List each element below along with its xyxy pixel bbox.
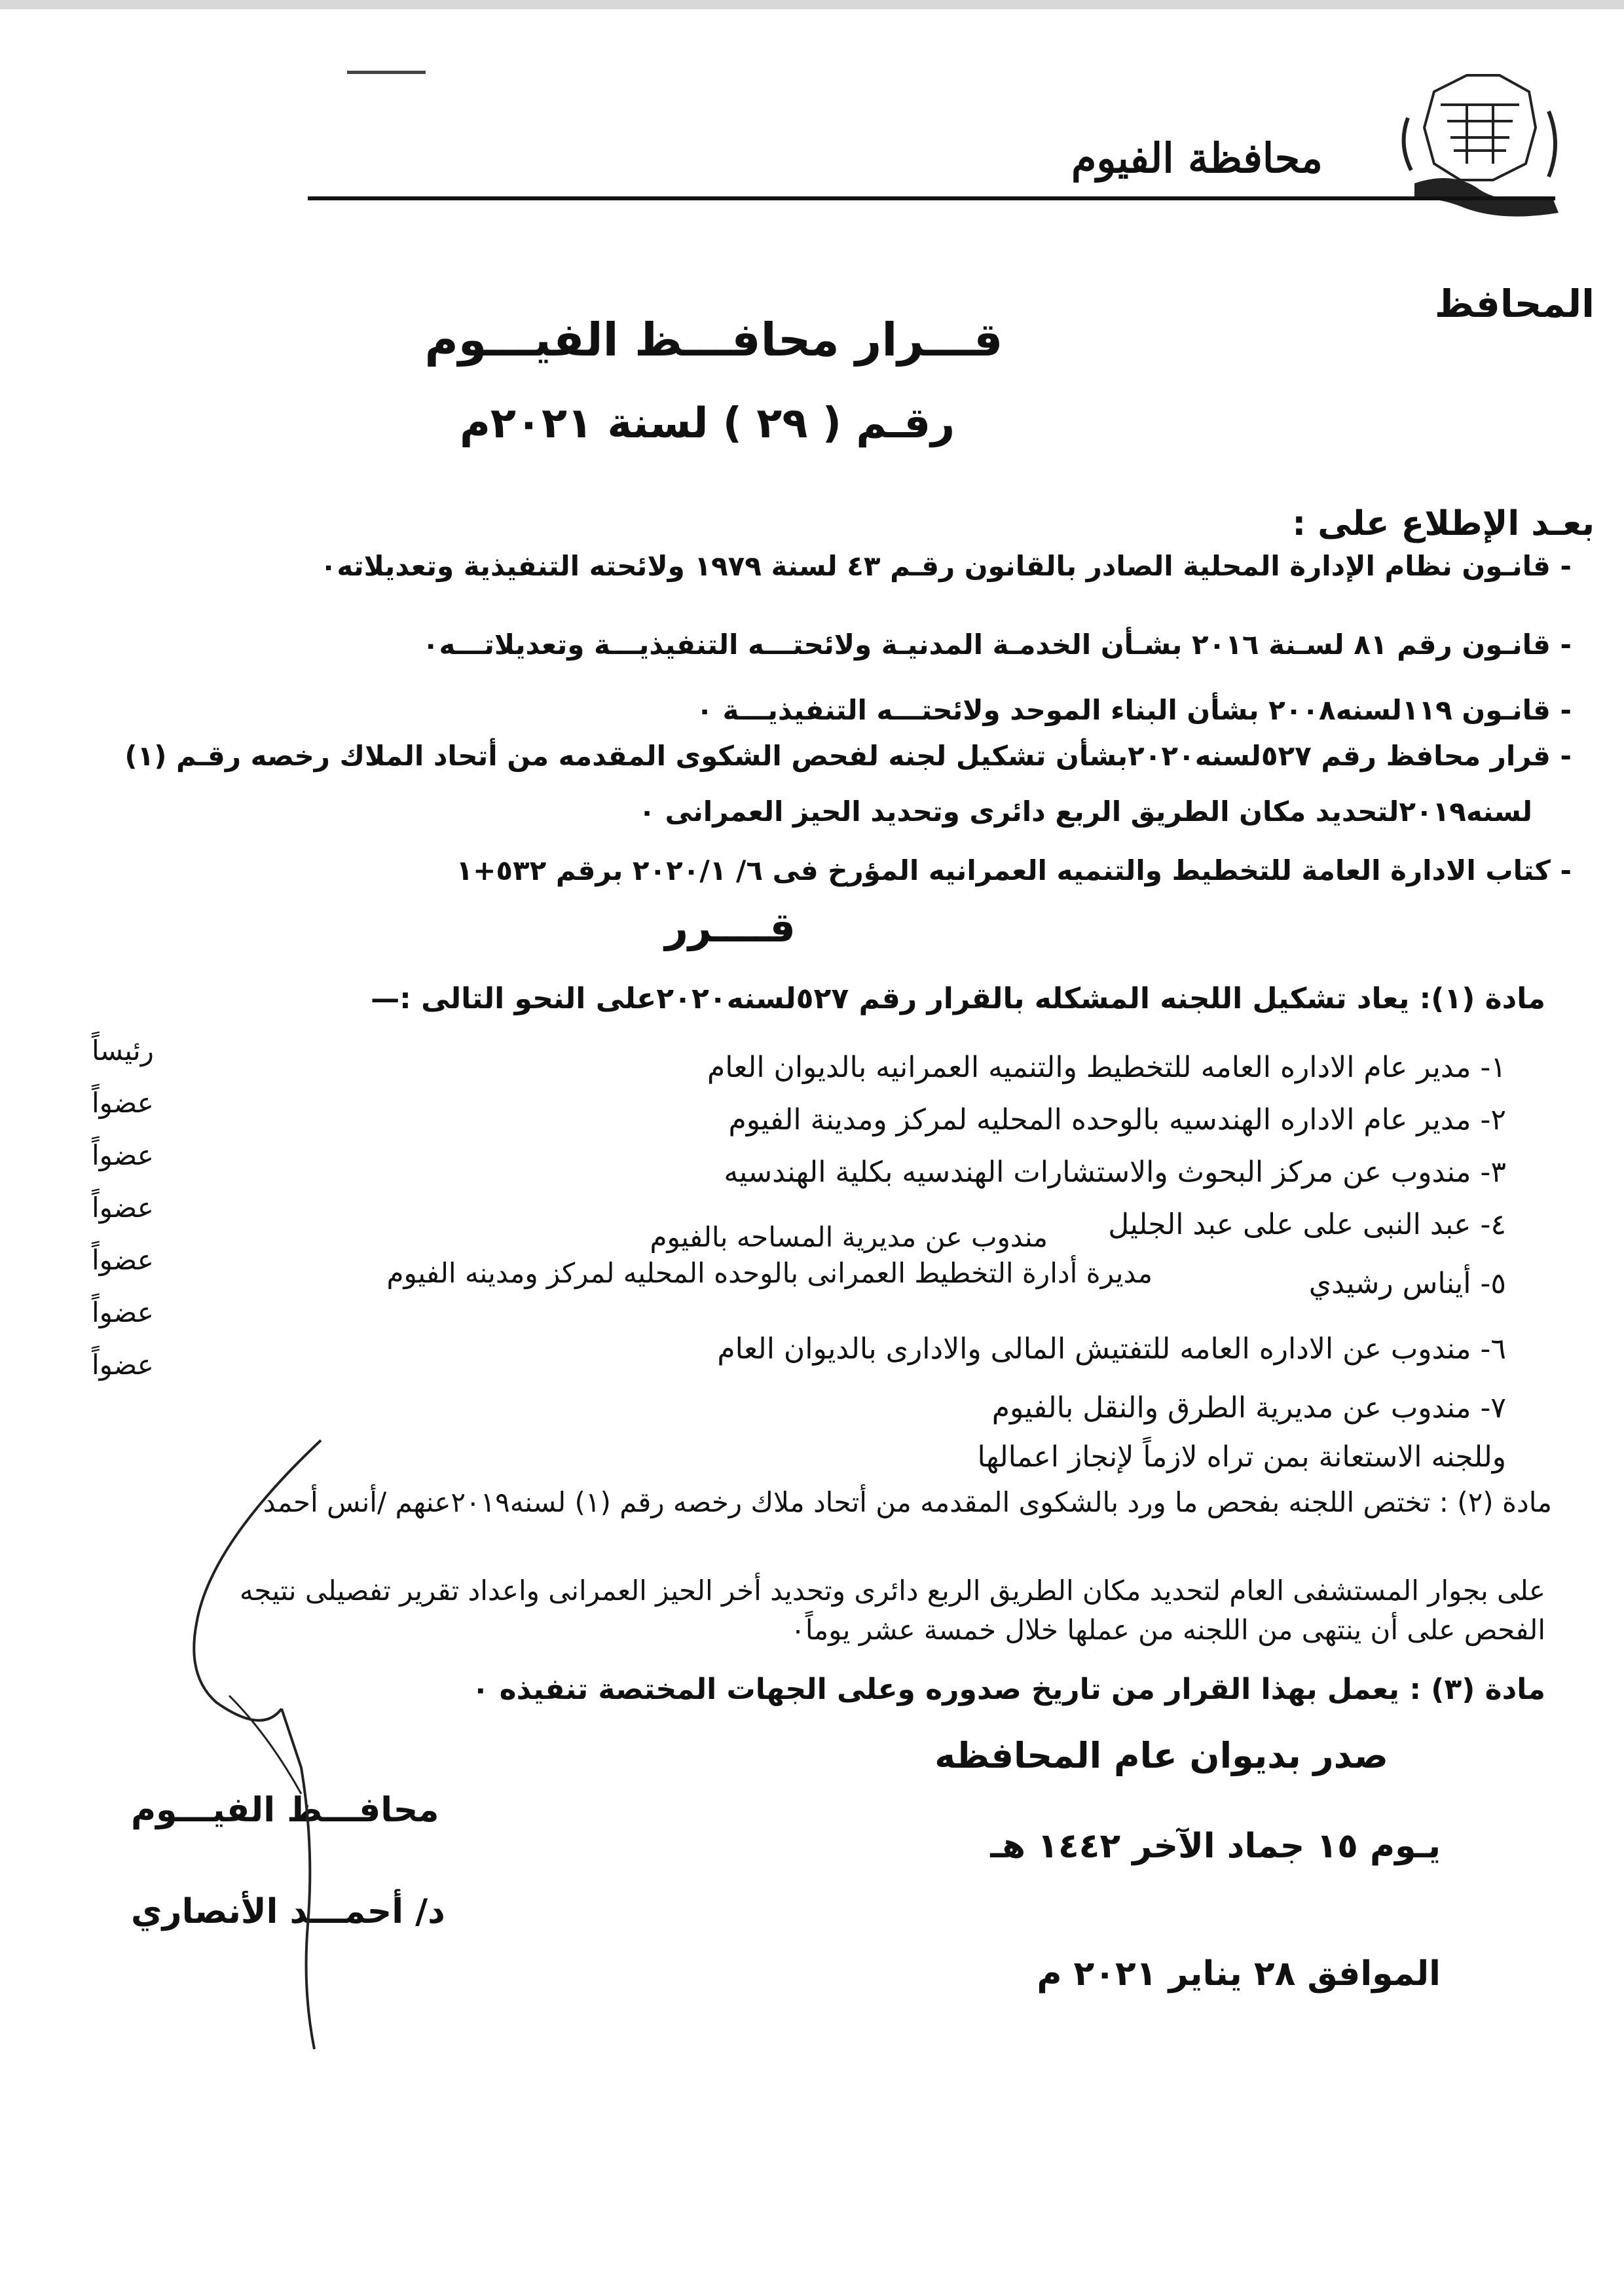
preamble-item: لسنه٢٠١٩لتحديد مكان الطريق الربع دائرى وتحديد الحيز العمرانى ٠	[638, 795, 1532, 828]
gregorian-date: الموافق ٢٨ يناير ٢٠٢١ م	[1037, 1954, 1441, 1994]
member-line: ٦- مندوب عن الاداره العامه للتفتيش المالى والادارى بالديوان العام	[717, 1332, 1506, 1366]
preamble-item: - قرار محافظ رقم ٥٢٧لسنه٢٠٢٠بشأن تشكيل لجنه لفحص الشكوى المقدمه من أتحاد الملاك رخصه رقـم (١)	[124, 740, 1572, 772]
margin-mark	[347, 71, 426, 74]
preamble-item: - قانـون ١١٩لسنه٢٠٠٨ بشأن البناء الموحد ولائحتـــه التنفيذيـــة ٠	[696, 694, 1572, 726]
member-line: ٧- مندوب عن مديرية الطرق والنقل بالفيوم	[991, 1391, 1506, 1425]
member-role: عضواً	[92, 1296, 154, 1328]
member-line: ٣- مندوب عن مركز البحوث والاستشارات الهندسيه بكلية الهندسيه	[724, 1156, 1506, 1189]
article-2-line: الفحص على أن ينتهى من اللجنه من عملها خلال خمسة عشر يوماً٠	[790, 1614, 1545, 1646]
member-role: رئيساً	[92, 1034, 154, 1066]
member-role: عضواً	[92, 1139, 154, 1171]
article-2-line: على بجوار المستشفى العام لتحديد مكان الطريق الربع دائرى وتحديد أخر الحيز العمرانى واعداد تقرير تفصيلى نتيجه	[239, 1575, 1545, 1607]
member-role: عضواً	[92, 1244, 154, 1276]
member-role: عضواً	[92, 1349, 154, 1381]
member-note: مديرة أدارة التخطيط العمرانى بالوحده المحليه لمركز ومدينه الفيوم	[386, 1257, 1153, 1289]
member-line: ٢- مدير عام الاداره الهندسيه بالوحده المحليه لمركز ومدينة الفيوم	[728, 1103, 1506, 1137]
decision-title: قـــرار محافـــظ الفيـــوم	[424, 313, 1003, 367]
article-1-intro: مادة (١): يعاد تشكيل اللجنه المشكله بالقرار رقم ٥٢٧لسنه٢٠٢٠على النحو التالى :—	[371, 982, 1545, 1015]
member-note: مندوب عن مديرية المساحه بالفيوم	[650, 1221, 1048, 1253]
hijri-date: يـوم ١٥ جماد الآخر ١٤٤٢ هـ	[990, 1827, 1441, 1866]
preamble-item: - كتاب الادارة العامة للتخطيط والتنميه العمرانيه المؤرخ فى ٦/ ٢٠٢٠/١ برقم ٥٣٢+١	[456, 854, 1572, 886]
member-line: ٥- أيناس رشيدي	[1308, 1267, 1506, 1300]
member-line: ٤- عبد النبى على على عبد الجليل	[1108, 1208, 1506, 1241]
scan-edge	[0, 0, 1624, 9]
decided-heading: قــــرر	[665, 903, 796, 951]
decision-number: رقـم ( ٢٩ ) لسنة ٢٠٢١م	[459, 399, 955, 448]
member-role: عضواً	[92, 1087, 154, 1119]
header-rule	[308, 196, 1555, 200]
preamble-heading: بعـد الإطلاع على :	[1292, 504, 1595, 543]
member-line: ١- مدير عام الاداره العامه للتخطيط والتنميه العمرانيه بالديوان العام	[707, 1051, 1506, 1084]
article-3: مادة (٣) : يعمل بهذا القرار من تاريخ صدوره وعلى الجهات المختصة تنفيذه ٠	[471, 1673, 1545, 1706]
signatory-title: محافـــظ الفيـــوم	[131, 1791, 439, 1830]
governor-label: المحافظ	[1434, 282, 1595, 326]
governor-signature	[131, 1427, 367, 2056]
article-2-line: مادة (٢) : تختص اللجنه بفحص ما ورد بالشكوى المقدمه من أتحاد ملاك رخصه رقم (١) لسنه٢٠١٩عنهم /أنس أحمد	[263, 1486, 1552, 1518]
governorate-name: محافظة الفيوم	[1071, 134, 1323, 182]
article-1-closing: وللجنه الاستعانة بمن تراه لازماً لإنجاز اعمالها	[977, 1440, 1506, 1474]
preamble-item: - قانـون رقم ٨١ لسـنة ٢٠١٦ بشـأن الخدمـة المدنيـة ولائحتـــه التنفيذيـــة وتعديلاتـــه٠	[422, 629, 1572, 661]
signatory-name: د/ أحمـــد الأنصاري	[131, 1892, 445, 1931]
issued-statement: صدر بديوان عام المحافظه	[934, 1735, 1388, 1776]
member-role: عضواً	[92, 1192, 154, 1224]
preamble-item: - قانـون نظام الإدارة المحلية الصادر بالقانون رقـم ٤٣ لسنة ١٩٧٩ ولائحته التنفيذية وتعديلاته٠	[320, 550, 1572, 582]
